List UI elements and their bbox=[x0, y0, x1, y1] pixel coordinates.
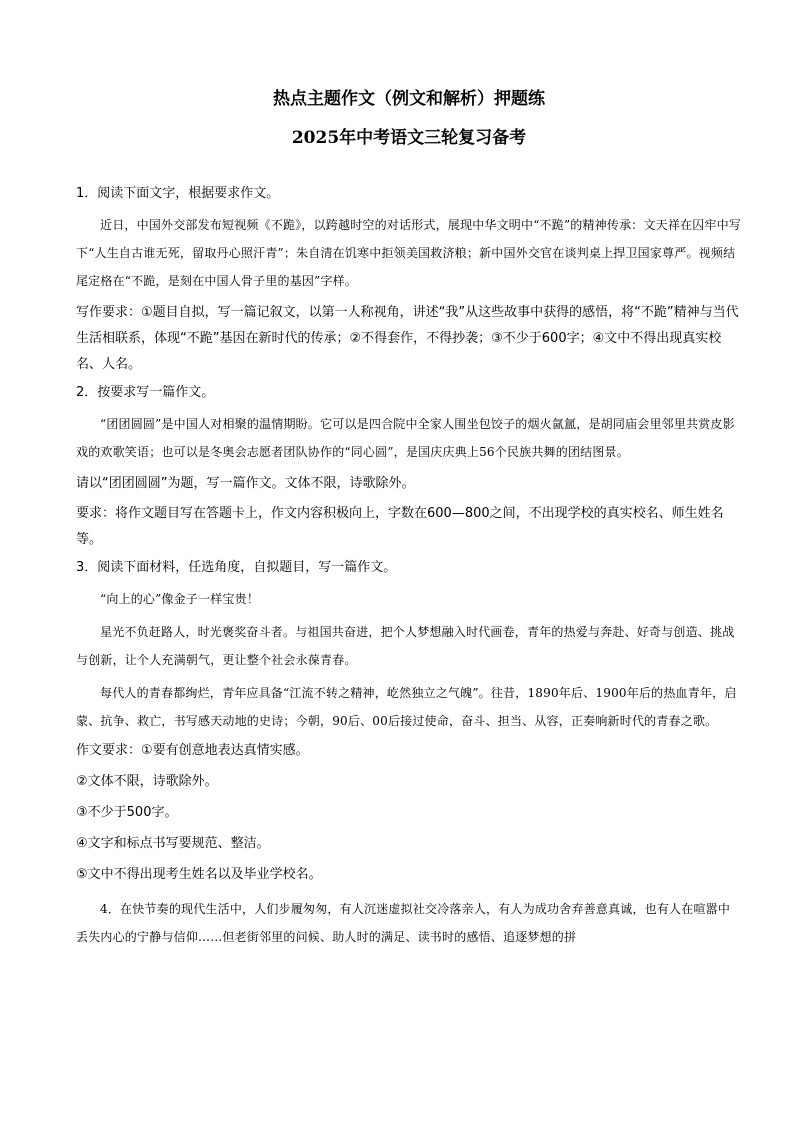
question-1-prompt: 1．阅读下面文字，根据要求作文。 bbox=[76, 186, 280, 201]
question-3-material-3: 每代人的青春都绚烂，青年应具备“江流不转之精神，屹然独立之气魄”。往昔，1890年后、1900年后的热血青年，启蒙、抗争、救亡，书写感天动地的史诗；今朝，90后、00后接过使命，奋斗、担当、从容，正奏响新时代的青春之歌。 bbox=[76, 686, 737, 728]
question-3-prompt: 3．阅读下面材料，任选角度，自拟题目，写一篇作文。 bbox=[76, 560, 397, 575]
question-3-requirement-4: ④文字和标点书写要规范、整洁。 bbox=[76, 836, 270, 851]
question-3-requirement-1: 作文要求：①要有创意地表达真情实感。 bbox=[76, 743, 309, 758]
question-2-material: “团团圆圆”是中国人对相聚的温情期盼。它可以是四合院中全家人围坐包饺子的烟火氤氲，是胡同庙会里邻里共赏皮影戏的欢歌笑语；也可以是冬奥会志愿者团队协作的“同心圆”，是国庆庆典上56个民族共舞的团结图景。 bbox=[76, 417, 735, 459]
question-1-requirements: 写作要求：①题目自拟，写一篇记叙文，以第一人称视角，讲述“我”从这些故事中获得的感悟，将“不跪”精神与当代生活相联系，体现“不跪”基因在新时代的传承；②不得套作，不得抄袭；③不少于600字；④文中不得出现真实校名、人名。 bbox=[76, 305, 739, 372]
document-title: 热点主题作文（例文和解析）押题练 bbox=[273, 89, 545, 109]
question-3-material-1: “向上的心”像金子一样宝贵！ bbox=[100, 592, 260, 606]
question-3-requirement-5: ⑤文中不得出现考生姓名以及毕业学校名。 bbox=[76, 867, 322, 882]
question-3-requirement-2: ②文体不限，诗歌除外。 bbox=[76, 774, 218, 789]
question-2-prompt: 2．按要求写一篇作文。 bbox=[76, 385, 215, 400]
question-2-instruction: 请以“团团圆圆”为题，写一篇作文。文体不限，诗歌除外。 bbox=[76, 476, 415, 491]
question-1-material: 近日，中国外交部发布短视频《不跪》，以跨越时空的对话形式，展现中华文明中“不跪”的精神传承：文天祥在囚牢中写下“人生自古谁无死，留取丹心照汗青”；朱自清在饥寒中拒领美国救济粮；新中国外交官在谈判桌上捍卫国家尊严。视频结尾定格在“不跪，是刻在中国人骨子里的基因”字样。 bbox=[76, 218, 742, 288]
question-3-material-2: 星光不负赶路人，时光褒奖奋斗者。与祖国共奋进，把个人梦想融入时代画卷，青年的热爱与奔赴、好奇与创造、挑战与创新，让个人充满朝气，更让整个社会永葆青春。 bbox=[76, 625, 735, 667]
document-subtitle: 2025年中考语文三轮复习备考 bbox=[291, 128, 527, 148]
question-3-requirement-3: ③不少于500字。 bbox=[76, 805, 178, 820]
question-2-requirements: 要求：将作文题目写在答题卡上，作文内容积极向上，字数在600—800之间，不出现学校的真实校名、师生姓名等。 bbox=[76, 506, 724, 547]
question-4-material: 4．在快节奏的现代生活中，人们步履匆匆，有人沉迷虚拟社交冷落亲人，有人为成功舍弃善意真诚，也有人在喧嚣中丢失内心的宁静与信仰……但老街邻里的问候、助人时的满足、读书时的感悟、追逐梦想的拼 bbox=[76, 902, 731, 944]
